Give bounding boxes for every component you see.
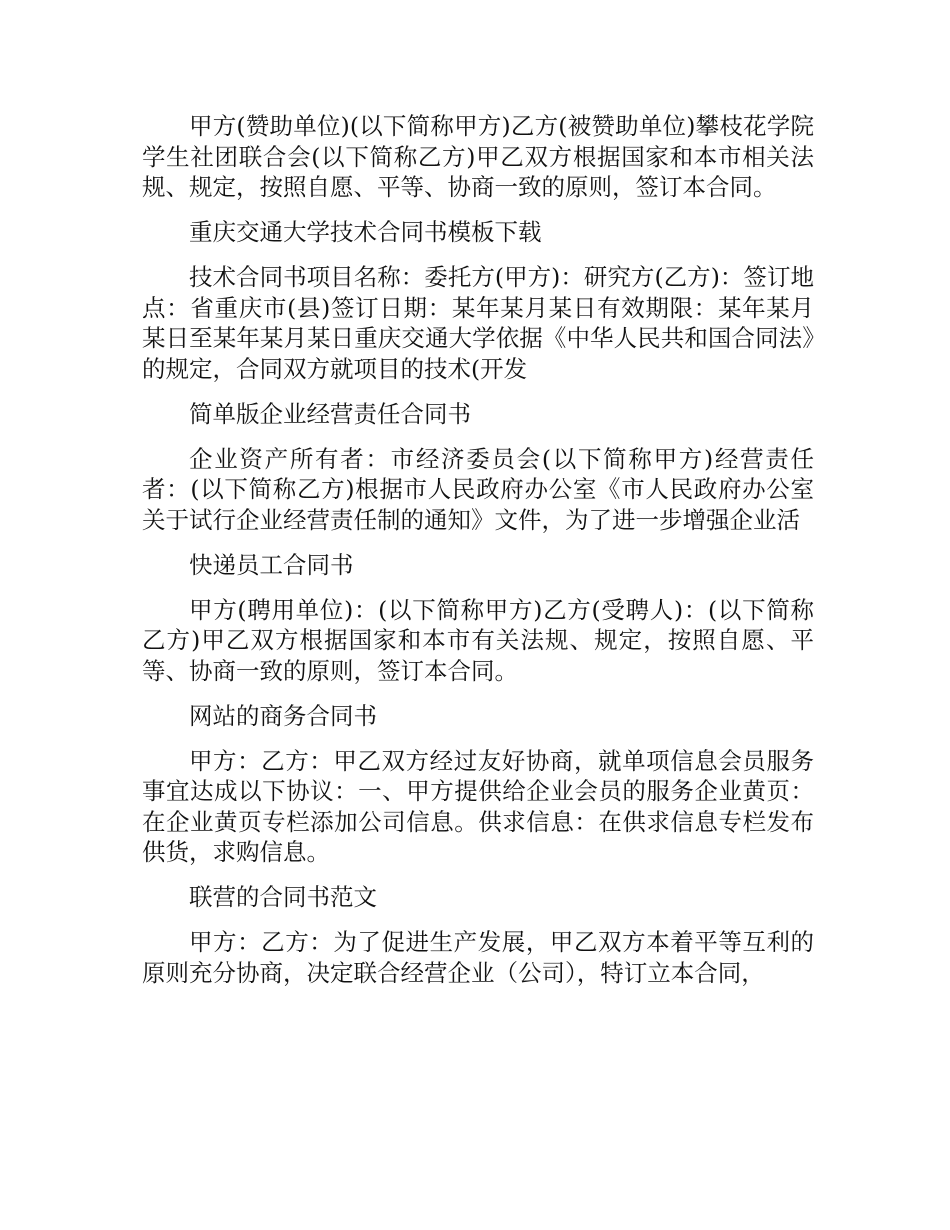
section-title: 重庆交通大学技术合同书模板下载 xyxy=(189,218,542,246)
section-title: 简单版企业经营责任合同书 xyxy=(189,399,471,428)
section-title: 联营的合同书范文 xyxy=(189,883,377,911)
section-title: 快递员工合同书 xyxy=(189,550,354,579)
section-title: 网站的商务合同书 xyxy=(189,701,377,730)
document-page xyxy=(142,111,814,1003)
body-paragraph: 技术合同书项目名称：委托方(甲方)：研究方(乙方)：签订地点：省重庆市(县)签订日期：某年某月某日有效期限：某年某月某日至某年某月某日重庆交通大学依据《中华人民共和国合同法》的规定，合同双方就项目的技术(开发 xyxy=(142,263,814,383)
body-paragraph: 甲方(赞助单位)(以下简称甲方)乙方(被赞助单位)攀枝花学院学生社团联合会(以下简称乙方)甲乙双方根据国家和本市相关法规、规定，按照自愿、平等、协商一致的原则，签订本合同。 xyxy=(142,112,814,201)
body-paragraph: 甲方(聘用单位)：(以下简称甲方)乙方(受聘人)：(以下简称乙方)甲乙双方根据国家和本市有关法规、规定，按照自愿、平等、协商一致的原则，签订本合同。 xyxy=(142,595,814,685)
body-paragraph: 甲方：乙方：甲乙双方经过友好协商，就单项信息会员服务事宜达成以下协议：一、甲方提供给企业会员的服务企业黄页：在企业黄页专栏添加公司信息。供求信息：在供求信息专栏发布供货，求购信息。 xyxy=(142,746,814,866)
body-paragraph: 企业资产所有者：市经济委员会(以下简称甲方)经营责任者：(以下简称乙方)根据市人民政府办公室《市人民政府办公室关于试行企业经营责任制的通知》文件，为了进一步增强企业活 xyxy=(142,444,814,534)
body-paragraph: 甲方：乙方：为了促进生产发展，甲乙双方本着平等互利的原则充分协商，决定联合经营企业（公司），特订立本合同， xyxy=(142,928,814,987)
